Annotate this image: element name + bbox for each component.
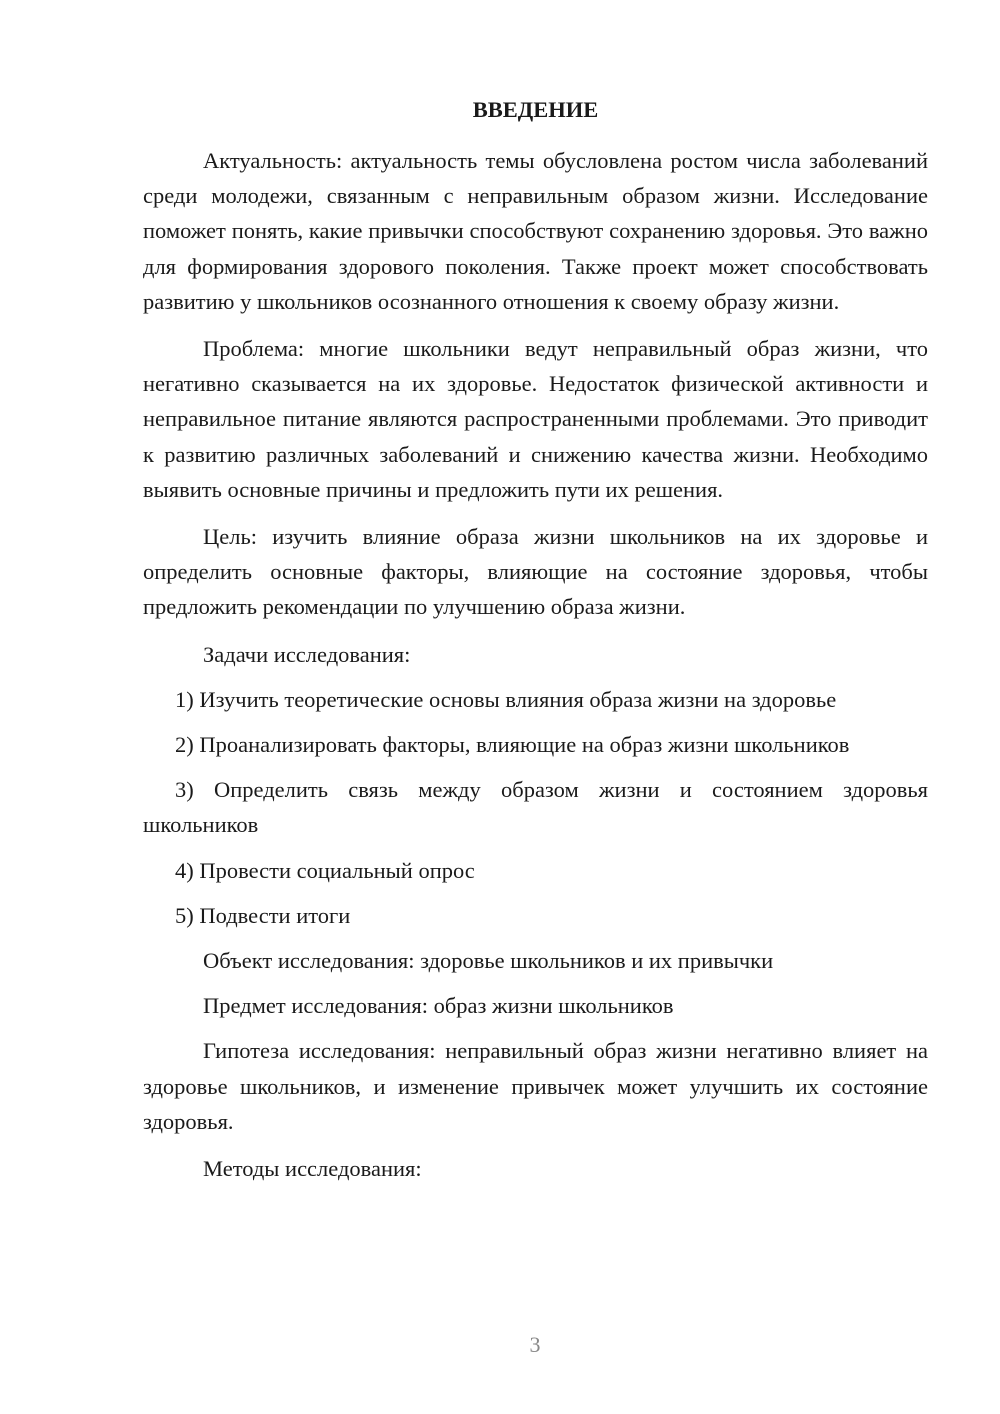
relevance-paragraph: Актуальность: актуальность темы обусловлена ростом числа заболеваний среди молодежи, связанным с неправильным образом жизни. Исследование поможет понять, какие привычки способствуют сохранению здоровья. Это важно для формирования здорового поколения. Также проект может способствовать развитию у школьников осознанного отношения к своему образу жизни. (143, 148, 928, 314)
object-paragraph: Объект исследования: здоровье школьников и их привычки (203, 948, 774, 974)
goal-paragraph: Цель: изучить влияние образа жизни школьников на их здоровье и определить основные факторы, влияющие на состояние здоровья, чтобы предложить рекомендации по улучшению образа жизни. (143, 524, 928, 620)
hypothesis-paragraph: Гипотеза исследования: неправильный образ жизни негативно влияет на здоровье школьников, и изменение привычек может улучшить их состояние здоровья. (143, 1038, 928, 1134)
subject-paragraph: Предмет исследования: образ жизни школьников (203, 993, 674, 1019)
task-item-4: 4) Провести социальный опрос (175, 857, 475, 883)
task-item-3: 3) Определить связь между образом жизни и состоянием здоровья школьников (143, 777, 928, 838)
page-number: 3 (529, 1332, 541, 1357)
section-title: ВВЕДЕНИЕ (472, 97, 599, 122)
methods-heading: Методы исследования: (203, 1156, 422, 1182)
problem-paragraph: Проблема: многие школьники ведут неправильный образ жизни, что негативно сказывается на их здоровье. Недостаток физической активности и неправильное питание являются распространенными проблемами. Это приводит к развитию различных заболеваний и снижению качества жизни. Необходимо выявить основные причины и предложить пути их решения. (143, 336, 928, 502)
task-item-1: 1) Изучить теоретические основы влияния образа жизни на здоровье (175, 686, 837, 712)
task-item-2: 2) Проанализировать факторы, влияющие на образ жизни школьников (175, 732, 850, 758)
page-content (143, 92, 928, 1198)
tasks-heading: Задачи исследования: (203, 641, 411, 667)
task-item-5: 5) Подвести итоги (175, 902, 351, 928)
